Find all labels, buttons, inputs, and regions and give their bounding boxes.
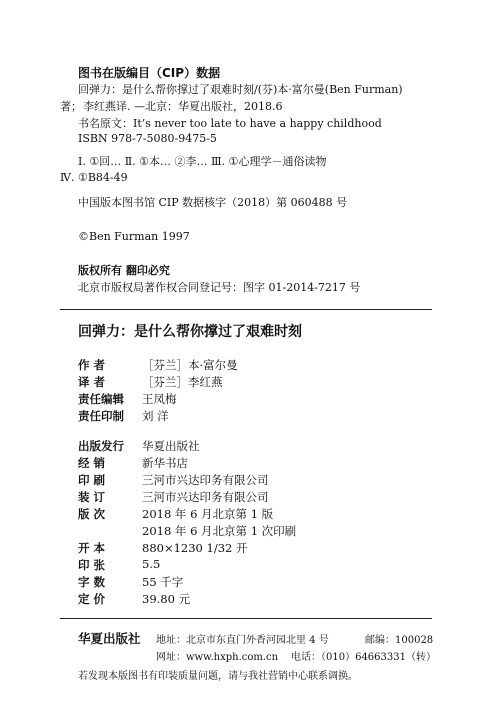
pub-label-publisher: 出版发行 — [78, 439, 124, 453]
credit-label-printing-supervisor: 责任印制 — [78, 409, 124, 423]
pub-value-edition: 2018 年 6 月北京第 1 版 — [142, 507, 274, 521]
cip-line-classification-2: Ⅳ. ①B84-49 — [60, 171, 128, 184]
pub-label-format: 开 本 — [78, 541, 106, 555]
pub-value-publisher: 华夏出版社 — [142, 439, 200, 453]
footer-phone: 电话：（010）64663331（转） — [291, 652, 436, 663]
copyright-registration: 北京市版权局著作权合同登记号：图字 01-2014-7217 号 — [78, 281, 361, 294]
pub-value-word-count: 55 千字 — [142, 575, 184, 589]
pub-value-sheets: 5.5 — [142, 557, 161, 571]
credit-label-translator: 译 者 — [78, 375, 106, 389]
pub-label-binding: 装 订 — [78, 490, 106, 504]
cip-line-isbn: ISBN 978-7-5080-9475-5 — [78, 132, 217, 145]
copyright-line: ©Ben Furman 1997 — [78, 230, 190, 243]
credit-label-editor: 责任编辑 — [78, 392, 124, 406]
footer-notice: 若发现本版图书有印装质量问题，请与我社营销中心联系调换。 — [78, 671, 358, 682]
divider-top — [60, 309, 432, 310]
credit-value-author: ［芬兰］本·富尔曼 — [142, 358, 238, 372]
pub-value-printer: 三河市兴达印务有限公司 — [142, 473, 269, 487]
credit-value-printing-supervisor: 刘 洋 — [142, 409, 169, 423]
pub-label-price: 定 价 — [78, 592, 106, 606]
pub-value-distributor: 新华书店 — [142, 456, 188, 470]
cip-line-translator: 李红燕译. —北京：华夏出版社，2018.6 — [83, 100, 283, 113]
pub-value-format: 880×1230 1/32 开 — [142, 541, 248, 555]
cip-verify-number: 中国版本图书馆 CIP 数据核字（2018）第 060488 号 — [78, 196, 348, 209]
footer-postcode: 邮编：100028 — [365, 635, 434, 646]
cip-line-title: 回弹力：是什么帮你撑过了艰难时刻/(芬)本·富尔曼(Ben Furman) — [78, 83, 403, 96]
footer-publisher: 华夏出版社 — [78, 631, 141, 646]
book-title: 回弹力：是什么帮你撑过了艰难时刻 — [78, 324, 302, 340]
footer-website: 网址：www.hxph.com.cn — [156, 652, 279, 663]
footer-address: 地址：北京市东直门外香河园北里 4 号 — [156, 635, 329, 646]
divider-bottom — [60, 618, 432, 619]
rights-reserved: 版权所有 翻印必究 — [78, 264, 170, 277]
pub-label-printer: 印 刷 — [78, 473, 106, 487]
pub-label-distributor: 经 销 — [78, 456, 106, 470]
pub-label-sheets: 印 张 — [78, 558, 106, 572]
pub-label-edition: 版 次 — [78, 507, 106, 521]
pub-label-word-count: 字 数 — [78, 575, 106, 589]
cip-heading: 图书在版编目（CIP）数据 — [78, 66, 221, 80]
pub-value-price: 39.80 元 — [142, 592, 191, 606]
pub-value-printing: 2018 年 6 月北京第 1 次印刷 — [142, 524, 297, 538]
cip-line-author-prefix: 著； — [60, 100, 82, 113]
pub-value-binding: 三河市兴达印务有限公司 — [142, 490, 269, 504]
credit-value-editor: 王凤梅 — [142, 392, 177, 406]
cip-line-original-title: 书名原文：It’s never too late to have a happy childhood — [78, 117, 382, 130]
cip-line-classification: Ⅰ. ①回… Ⅱ. ①本… ②李… Ⅲ. ①心理学－通俗读物 — [78, 155, 327, 168]
credit-label-author: 作 者 — [78, 358, 106, 372]
credit-value-translator: ［芬兰］李红燕 — [142, 375, 223, 389]
